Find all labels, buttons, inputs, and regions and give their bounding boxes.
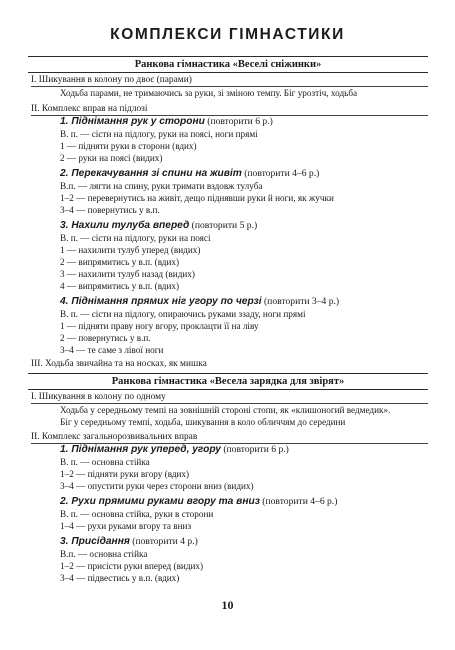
- exercise-line: 1 — нахилити тулуб уперед (видих): [60, 245, 201, 255]
- exercise-line: 4 — випрямитись у в.п. (вдих): [60, 281, 180, 291]
- exercise-line: 3–4 — підвестись у в.п. (вдих): [60, 573, 180, 583]
- complex-2-section-1-text: Ходьба у середньому темпі на зовнішній стороні стопи, як «клишоногий ведмедик».: [60, 405, 391, 415]
- exercise-name: 3. Нахили тулуба вперед: [60, 220, 190, 231]
- exercise-repeat: (повторити 6 р.): [220, 444, 289, 455]
- exercise-repeat: (повторити 4–6 р.): [241, 168, 320, 179]
- exercise-name: 4. Піднімання прямих ніг угору по черзі: [60, 296, 262, 307]
- exercise-line: 1–2 — присісти руки вперед (видих): [60, 561, 204, 571]
- complex-1-section-3-title: ІІІ. Ходьба звичайна та на носках, як мишка: [31, 359, 207, 369]
- exercise-line: 1 — підняти руки в сторони (вдих): [60, 141, 197, 151]
- exercise-name: 2. Рухи прямими руками вгору та вниз: [60, 496, 260, 507]
- exercise-line: 3–4 — повернутись у в.п.: [60, 205, 160, 215]
- complex-1-heading: Ранкова гімнастика «Веселі сніжинки»: [28, 56, 428, 73]
- complex-2-heading: Ранкова гімнастика «Весела зарядка для звірят»: [28, 373, 428, 390]
- exercise-repeat: (повторити 4–6 р.): [259, 496, 338, 507]
- exercise-line: В. п. — основна стійка, руки в сторони: [60, 509, 214, 519]
- exercise-line: В. п. — сісти на підлогу, руки на поясі, ноги прямі: [60, 129, 258, 139]
- exercise-line: 1–4 — рухи руками вгору та вниз: [60, 521, 192, 531]
- exercise-repeat: (повторити 6 р.): [204, 116, 273, 127]
- complex-2-section-1-text: Біг у середньому темпі, ходьба, шикування в коло обличчям до середини: [60, 417, 346, 427]
- exercise-repeat: (повторити 5 р.): [189, 220, 258, 231]
- exercise-line: 2 — руки на поясі (видих): [60, 153, 163, 163]
- complex-2-exercise-3-title: [60, 536, 198, 548]
- exercise-repeat: (повторити 4 р.): [129, 536, 198, 547]
- complex-1-section-1-text: Ходьба парами, не тримаючись за руки, зі зміною темпу. Біг урозтіч, ходьба: [60, 88, 358, 98]
- exercise-name: 1. Піднімання рук у сторони: [60, 116, 205, 127]
- page-title: КОМПЛЕКСИ ГІМНАСТИКИ: [110, 26, 345, 43]
- exercise-name: 3. Присідання: [60, 536, 130, 547]
- exercise-line: 2 — повернутись у в.п.: [60, 333, 151, 343]
- complex-1-exercise-1-title: [60, 116, 273, 128]
- exercise-line: В. п. — основна стійка: [60, 457, 150, 467]
- exercise-line: 1 — підняти праву ногу вгору, проклацти її на ліву: [60, 321, 259, 331]
- exercise-line: 1–2 — підняти руки вгору (вдих): [60, 469, 190, 479]
- complex-1-section-1-title: І. Шикування в колону по двоє (парами): [31, 75, 428, 87]
- exercise-line: 3–4 — опустити руки через сторони вниз (видих): [60, 481, 254, 491]
- complex-1-section-2-title: ІІ. Комплекс вправ на підлозі: [31, 104, 428, 116]
- complex-2-section-1-title: І. Шикування в колону по одному: [31, 392, 428, 404]
- exercise-line: В.п. — основна стійка: [60, 549, 148, 559]
- complex-2-exercise-2-title: [60, 496, 337, 508]
- complex-2-exercise-1-title: [60, 444, 289, 456]
- exercise-line: В. п. — сісти на підлогу, опираючись руками ззаду, ноги прямі: [60, 309, 306, 319]
- page-number: 10: [221, 598, 234, 612]
- exercise-repeat: (повторити 3–4 р.): [261, 296, 340, 307]
- exercise-line: 1–2 — перевернутись на живіт, дещо піднявши руки й ноги, як жучки: [60, 193, 334, 203]
- exercise-line: В. п. — сісти на підлогу, руки на поясі: [60, 233, 211, 243]
- complex-1-exercise-3-title: [60, 220, 257, 232]
- exercise-line: 3–4 — те саме з лівої ноги: [60, 345, 164, 355]
- exercise-name: 2. Перекачування зі спини на живіт: [60, 168, 242, 179]
- exercise-line: В.п. — лягти на спину, руки тримати вздовж тулуба: [60, 181, 263, 191]
- exercise-line: 2 — випрямитись у в.п. (вдих): [60, 257, 180, 267]
- complex-1-exercise-2-title: [60, 168, 319, 180]
- exercise-name: 1. Піднімання рук уперед, угору: [60, 444, 221, 455]
- exercise-line: 3 — нахилити тулуб назад (видих): [60, 269, 195, 279]
- complex-2-section-2-title: ІІ. Комплекс загальнорозвивальних вправ: [31, 432, 428, 444]
- complex-1-exercise-4-title: [60, 296, 339, 308]
